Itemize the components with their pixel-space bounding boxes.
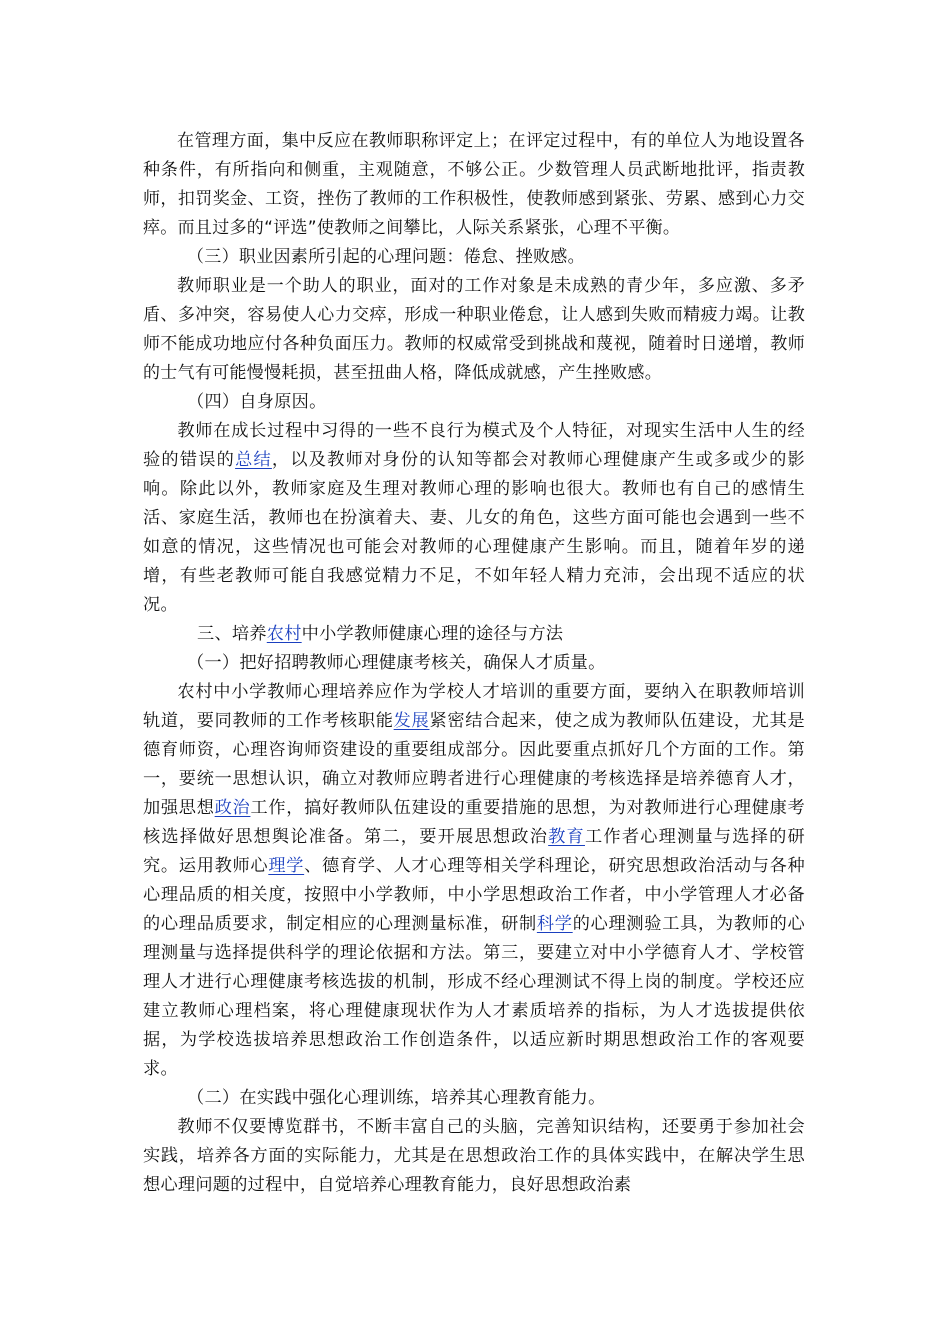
text-run: 工作，搞好教师队伍建设的重要措施的思想，为对教师进行心理健康考核选择做好思想舆论准备。第二，要开展思想政治 [143, 798, 805, 847]
text-run: （一）把好招聘教师心理健康考核关，确保人才质量。 [187, 653, 606, 673]
text-run: 、德育学、人才心理等相关学科理论，研究思想政治活动与各种心理品质的相关度，按照中小学教师，中小学思想政治工作者，中小学管理人才必备的心理品质要求，制定相应的心理测量标准，研制 [143, 856, 805, 934]
section-heading [143, 649, 805, 678]
body-paragraph [143, 127, 805, 243]
text-run: 的心理测验工具，为教师的心理测量与选择提供科学的理论依据和方法。第三，要建立对中小学德育人才、学校管理人才进行心理健康考核选拔的机制，形成不经心理测试不得上岗的制度。学校还应建立教师心理档案，将心理健康现状作为人才素质培养的指标，为人才选拔提供依据，为学校选拔培养思想政治工作创造条件，以适应新时期思想政治工作的客观要求。 [143, 914, 805, 1079]
text-run: 教师不仅要博览群书，不断丰富自己的头脑，完善知识结构，还要勇于参加社会实践，培养各方面的实际能力，尤其是在思想政治工作的具体实践中，在解决学生思想心理问题的过程中，自觉培养心理教育能力，良好思想政治素 [143, 1117, 805, 1195]
text-run: 教师在成长过程中习得的一些不良行为模式及个人特征，对现实生活中人生的经验的错误的 [143, 421, 805, 470]
hyperlink[interactable]: 科学 [536, 914, 573, 934]
hyperlink[interactable]: 农村 [266, 624, 302, 644]
section-heading [143, 388, 805, 417]
hyperlink[interactable]: 教育 [548, 827, 585, 847]
text-run: 工作者心理测量与选择的研究。运用教师心 [143, 827, 805, 876]
text-run: 紧密结合起来，使之成为教师队伍建设，尤其是德育师资，心理咨询师资建设的重要组成部分。因此要重点抓好几个方面的工作。第一，要统一思想认识，确立对教师应聘者进行心理健康的考核选择是培养德育人才，加强思想 [143, 711, 805, 818]
document-body [143, 127, 805, 1200]
text-run: （三）职业因素所引起的心理问题：倦怠、挫败感。 [187, 247, 585, 267]
hyperlink[interactable]: 政治 [214, 798, 251, 818]
text-run: 教师职业是一个助人的职业，面对的工作对象是未成熟的青少年，多应激、多矛盾、多冲突，容易使人心力交瘁，形成一种职业倦怠，让人感到失败而精疲力竭。让教师不能成功地应付各种负面压力。教师的权威常受到挑战和蔑视，随着时日递增，教师的士气有可能慢慢耗损，甚至扭曲人格，降低成就感，产生挫败感。 [143, 276, 805, 383]
hyperlink[interactable]: 理学 [268, 856, 305, 876]
hyperlink[interactable]: 总结 [235, 450, 272, 470]
section-heading [143, 1084, 805, 1113]
body-paragraph [143, 1113, 805, 1200]
hyperlink[interactable]: 发展 [393, 711, 430, 731]
body-paragraph [143, 272, 805, 388]
section-heading [143, 243, 805, 272]
text-run: 农村中小学教师心理培养应作为学校人才培训的重要方面，要纳入在职教师培训轨道，要同教师的工作考核职能 [143, 682, 805, 731]
text-run: ，以及教师对身份的认知等都会对教师心理健康产生或多或少的影响。除此以外，教师家庭及生理对教师心理的影响也很大。教师也有自己的感情生活、家庭生活，教师也在扮演着夫、妻、儿女的角色，这些方面可能也会遇到一些不如意的情况，这些情况也可能会对教师的心理健康产生影响。而且，随着年岁的递增，有些老教师可能自我感觉精力不足，不如年轻人精力充沛，会出现不适应的状况。 [143, 450, 805, 615]
text-run: （二）在实践中强化心理训练，培养其心理教育能力。 [187, 1088, 606, 1108]
text-run: 三、培养 [197, 624, 267, 644]
text-run: （四）自身原因。 [187, 392, 327, 412]
text-run: 在管理方面，集中反应在教师职称评定上；在评定过程中，有的单位人为地设置各种条件，有所指向和侧重，主观随意，不够公正。少数管理人员武断地批评，指责教师，扣罚奖金、工资，挫伤了教师的工作积极性，使教师感到紧张、劳累、感到心力交瘁。而且过多的“评选”使教师之间攀比，人际关系紧张，心理不平衡。 [143, 131, 805, 238]
section-heading [143, 620, 805, 649]
text-run: 中小学教师健康心理的途径与方法 [301, 624, 564, 644]
body-paragraph [143, 678, 805, 1084]
body-paragraph [143, 417, 805, 620]
